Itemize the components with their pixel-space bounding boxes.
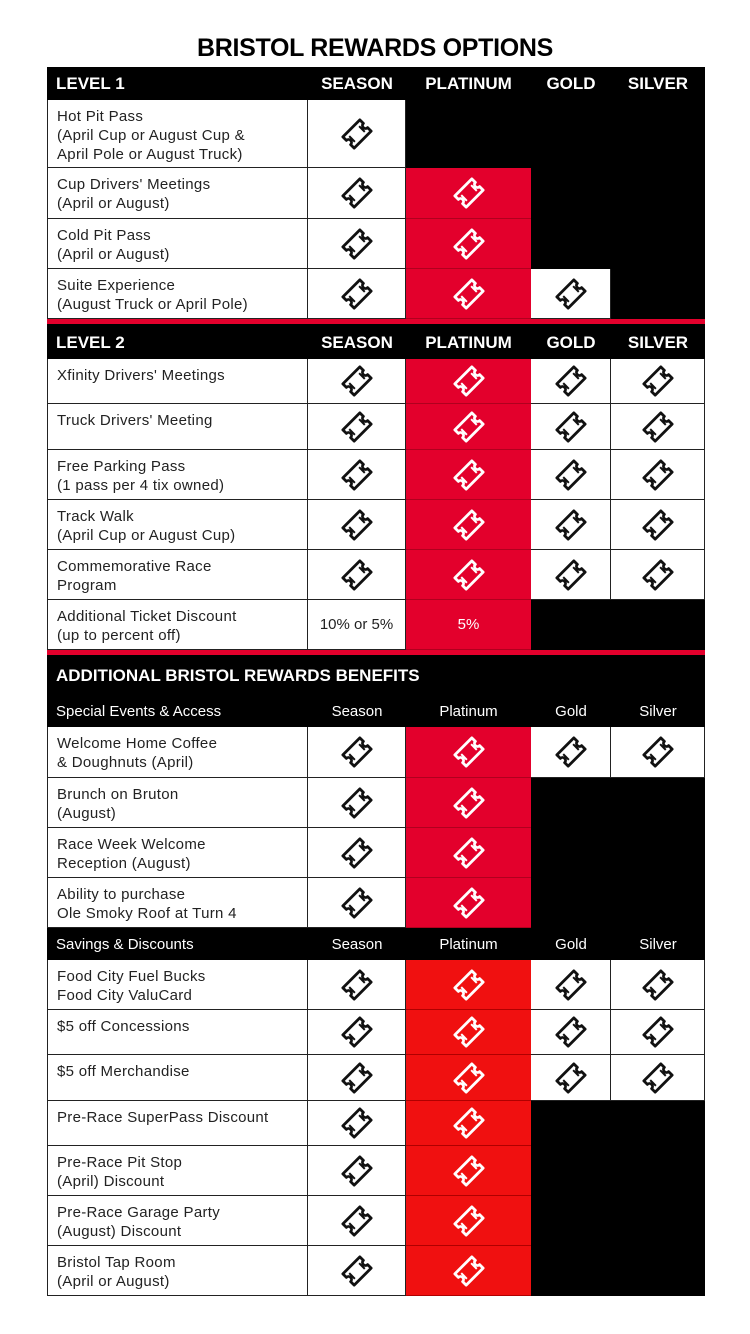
benefit-label	[47, 269, 308, 319]
ticket-icon	[640, 409, 676, 445]
cell-platinum	[406, 1196, 531, 1246]
benefit-label-text: Bristol Tap Room (April or August)	[57, 1254, 176, 1290]
header-silver: Silver	[639, 702, 677, 720]
ticket-icon	[339, 967, 375, 1003]
ticket-icon	[339, 785, 375, 821]
header-platinum: PLATINUM	[425, 73, 512, 93]
benefit-label	[47, 359, 308, 404]
red-divider-line	[47, 650, 705, 655]
ticket-icon	[553, 1060, 589, 1096]
ticket-icon	[339, 557, 375, 593]
ticket-icon	[339, 1153, 375, 1189]
cell-gold	[531, 878, 611, 928]
ticket-icon	[339, 276, 375, 312]
cell-gold	[531, 550, 611, 600]
benefit-label-text: Free Parking Pass (1 pass per 4 tix owned)	[57, 458, 225, 494]
cell-season	[308, 828, 406, 878]
header-season: SEASON	[321, 73, 393, 93]
cell-silver	[611, 1010, 705, 1055]
ticket-icon	[339, 507, 375, 543]
cell-platinum	[406, 960, 531, 1010]
ticket-icon	[553, 734, 589, 770]
benefit-label	[47, 828, 308, 878]
ticket-icon	[451, 835, 487, 871]
cell-platinum	[406, 1055, 531, 1101]
benefit-label-text: Ability to purchase Ole Smoky Roof at Turn 4	[57, 886, 237, 922]
cell-season	[308, 727, 406, 778]
cell-silver	[611, 359, 705, 404]
table-row	[47, 828, 705, 878]
cell-season	[308, 269, 406, 319]
cell-platinum	[406, 828, 531, 878]
benefit-label	[47, 1246, 308, 1296]
table-row	[47, 778, 705, 828]
cell-season	[308, 1010, 406, 1055]
benefit-label-text: Cup Drivers' Meetings (April or August)	[57, 176, 211, 212]
cell-season	[308, 550, 406, 600]
benefit-label	[47, 1101, 308, 1146]
cell-platinum	[406, 168, 531, 219]
ticket-icon	[339, 835, 375, 871]
cell-platinum	[406, 219, 531, 269]
table-row	[47, 168, 705, 219]
table-row	[47, 1146, 705, 1196]
cell-platinum	[406, 1010, 531, 1055]
benefit-label-text: Food City Fuel Bucks Food City ValuCard	[57, 968, 206, 1004]
cell-season	[308, 600, 406, 650]
cell-gold	[531, 219, 611, 269]
cell-silver	[611, 1146, 705, 1196]
benefits-banner	[47, 657, 705, 695]
ticket-icon	[451, 785, 487, 821]
ticket-icon	[553, 363, 589, 399]
table-row	[47, 1055, 705, 1101]
cell-platinum	[406, 1146, 531, 1196]
ticket-icon	[451, 363, 487, 399]
header-label: Savings & Discounts	[56, 935, 194, 953]
ticket-icon	[451, 1203, 487, 1239]
ticket-icon	[339, 1253, 375, 1289]
discount-value: 10% or 5%	[319, 616, 394, 633]
discount-value: 5%	[457, 616, 480, 633]
cell-gold	[531, 359, 611, 404]
benefit-label	[47, 778, 308, 828]
benefit-label	[47, 960, 308, 1010]
cell-gold	[531, 828, 611, 878]
table-row	[47, 550, 705, 600]
benefit-label-text: Hot Pit Pass (April Cup or August Cup & April Pole or August Truck)	[57, 108, 245, 163]
header-gold: Gold	[555, 935, 587, 953]
benefit-label	[47, 219, 308, 269]
cell-season	[308, 1055, 406, 1101]
cell-gold	[531, 600, 611, 650]
header-silver: SILVER	[627, 332, 689, 352]
cell-season	[308, 878, 406, 928]
cell-season	[308, 100, 406, 168]
cell-platinum	[406, 1101, 531, 1146]
header-platinum: PLATINUM	[425, 332, 512, 352]
cell-gold	[531, 404, 611, 450]
cell-platinum	[406, 727, 531, 778]
ticket-icon	[451, 885, 487, 921]
cell-silver	[611, 168, 705, 219]
benefit-label-text: Race Week Welcome Reception (August)	[57, 836, 206, 872]
cell-platinum	[406, 1246, 531, 1296]
ticket-icon	[451, 1253, 487, 1289]
group-header-row	[47, 928, 705, 960]
cell-silver	[611, 778, 705, 828]
ticket-icon	[451, 557, 487, 593]
cell-gold	[531, 100, 611, 168]
benefit-label	[47, 1055, 308, 1101]
cell-silver	[611, 960, 705, 1010]
cell-silver	[611, 404, 705, 450]
ticket-icon	[640, 1014, 676, 1050]
benefit-label	[47, 1196, 308, 1246]
ticket-icon	[451, 1153, 487, 1189]
rewards-table	[47, 67, 705, 1296]
ticket-icon	[339, 409, 375, 445]
benefit-label-text: Brunch on Bruton (August)	[57, 786, 179, 822]
cell-platinum	[406, 404, 531, 450]
table-row	[47, 727, 705, 778]
benefit-label	[47, 500, 308, 550]
cell-platinum	[406, 359, 531, 404]
ticket-icon	[451, 276, 487, 312]
cell-season	[308, 219, 406, 269]
benefit-label-text: Track Walk (April Cup or August Cup)	[57, 508, 236, 544]
cell-season	[308, 778, 406, 828]
cell-silver	[611, 1055, 705, 1101]
cell-season	[308, 1196, 406, 1246]
cell-gold	[531, 1146, 611, 1196]
section-divider	[47, 650, 705, 657]
cell-platinum	[406, 600, 531, 650]
group-header-row	[47, 695, 705, 727]
ticket-icon	[553, 457, 589, 493]
cell-silver	[611, 500, 705, 550]
table-row	[47, 500, 705, 550]
ticket-icon	[640, 967, 676, 1003]
benefit-label-text: Suite Experience (August Truck or April Pole)	[57, 277, 248, 313]
table-row	[47, 1010, 705, 1055]
section-divider	[47, 319, 705, 326]
table-row	[47, 219, 705, 269]
ticket-icon	[339, 116, 375, 152]
cell-gold	[531, 1196, 611, 1246]
header-platinum: Platinum	[439, 702, 498, 720]
header-season: Season	[331, 935, 383, 953]
benefit-label	[47, 878, 308, 928]
benefit-label-text: $5 off Concessions	[57, 1018, 190, 1035]
ticket-icon	[451, 967, 487, 1003]
ticket-icon	[339, 175, 375, 211]
ticket-icon	[451, 507, 487, 543]
cell-season	[308, 1246, 406, 1296]
header-season: Season	[331, 702, 383, 720]
ticket-icon	[451, 1105, 487, 1141]
cell-gold	[531, 168, 611, 219]
cell-gold	[531, 269, 611, 319]
benefits-banner-title: ADDITIONAL BRISTOL REWARDS BENEFITS	[56, 666, 420, 685]
cell-platinum	[406, 878, 531, 928]
ticket-icon	[451, 1060, 487, 1096]
cell-season	[308, 404, 406, 450]
cell-platinum	[406, 269, 531, 319]
ticket-icon	[339, 226, 375, 262]
table-row	[47, 359, 705, 404]
table-row	[47, 1101, 705, 1146]
table-row	[47, 100, 705, 168]
ticket-icon	[339, 885, 375, 921]
table-row	[47, 404, 705, 450]
cell-silver	[611, 100, 705, 168]
benefit-label-text: Welcome Home Coffee & Doughnuts (April)	[57, 735, 218, 771]
ticket-icon	[339, 363, 375, 399]
table-row	[47, 960, 705, 1010]
table-row	[47, 878, 705, 928]
cell-platinum	[406, 100, 531, 168]
table-row	[47, 1196, 705, 1246]
tier-header-row	[47, 326, 705, 359]
benefit-label	[47, 1010, 308, 1055]
ticket-icon	[451, 226, 487, 262]
cell-season	[308, 500, 406, 550]
table-row	[47, 269, 705, 319]
cell-silver	[611, 269, 705, 319]
cell-gold	[531, 960, 611, 1010]
benefit-label	[47, 1146, 308, 1196]
header-gold: GOLD	[546, 73, 596, 93]
header-label: LEVEL 2	[56, 332, 125, 352]
benefit-label	[47, 100, 308, 168]
cell-gold	[531, 1101, 611, 1146]
benefit-label-text: Truck Drivers' Meeting	[57, 412, 213, 429]
header-label: Special Events & Access	[56, 702, 222, 720]
red-divider-line	[47, 319, 705, 324]
ticket-icon	[640, 363, 676, 399]
cell-gold	[531, 1055, 611, 1101]
cell-gold	[531, 1246, 611, 1296]
ticket-icon	[640, 1060, 676, 1096]
header-platinum: Platinum	[439, 935, 498, 953]
ticket-icon	[339, 457, 375, 493]
cell-silver	[611, 450, 705, 500]
cell-silver	[611, 1246, 705, 1296]
benefit-label	[47, 450, 308, 500]
ticket-icon	[339, 734, 375, 770]
ticket-icon	[640, 734, 676, 770]
ticket-icon	[553, 507, 589, 543]
cell-season	[308, 1101, 406, 1146]
table-row	[47, 450, 705, 500]
ticket-icon	[553, 1014, 589, 1050]
ticket-icon	[451, 1014, 487, 1050]
cell-silver	[611, 219, 705, 269]
cell-platinum	[406, 550, 531, 600]
ticket-icon	[640, 557, 676, 593]
cell-season	[308, 359, 406, 404]
benefit-label-text: Commemorative Race Program	[57, 558, 212, 594]
header-label: LEVEL 1	[56, 73, 125, 93]
cell-season	[308, 450, 406, 500]
cell-gold	[531, 778, 611, 828]
ticket-icon	[553, 967, 589, 1003]
cell-gold	[531, 500, 611, 550]
cell-season	[308, 960, 406, 1010]
header-gold: Gold	[555, 702, 587, 720]
benefit-label	[47, 550, 308, 600]
cell-gold	[531, 1010, 611, 1055]
benefit-label-text: $5 off Merchandise	[57, 1063, 190, 1080]
table-row	[47, 600, 705, 650]
page-title: BRISTOL REWARDS OPTIONS	[196, 34, 554, 62]
benefit-label-text: Pre-Race Garage Party (August) Discount	[57, 1204, 221, 1240]
ticket-icon	[451, 457, 487, 493]
benefit-label	[47, 600, 308, 650]
benefit-label	[47, 404, 308, 450]
ticket-icon	[451, 734, 487, 770]
cell-gold	[531, 450, 611, 500]
ticket-icon	[553, 276, 589, 312]
cell-silver	[611, 828, 705, 878]
cell-silver	[611, 878, 705, 928]
cell-platinum	[406, 450, 531, 500]
tier-header-row	[47, 67, 705, 100]
benefit-label-text: Xfinity Drivers' Meetings	[57, 367, 225, 384]
table-row	[47, 1246, 705, 1296]
benefit-label-text: Cold Pit Pass (April or August)	[57, 227, 170, 263]
ticket-icon	[640, 507, 676, 543]
cell-silver	[611, 600, 705, 650]
header-season: SEASON	[321, 332, 393, 352]
ticket-icon	[451, 409, 487, 445]
ticket-icon	[339, 1060, 375, 1096]
benefit-label-text: Additional Ticket Discount (up to percent off)	[57, 608, 237, 644]
cell-season	[308, 168, 406, 219]
ticket-icon	[553, 557, 589, 593]
benefit-label-text: Pre-Race Pit Stop (April) Discount	[57, 1154, 183, 1190]
ticket-icon	[339, 1203, 375, 1239]
ticket-icon	[553, 409, 589, 445]
ticket-icon	[640, 457, 676, 493]
cell-silver	[611, 1101, 705, 1146]
ticket-icon	[451, 175, 487, 211]
cell-platinum	[406, 500, 531, 550]
cell-season	[308, 1146, 406, 1196]
cell-platinum	[406, 778, 531, 828]
cell-silver	[611, 1196, 705, 1246]
benefit-label-text: Pre-Race SuperPass Discount	[57, 1109, 269, 1126]
ticket-icon	[339, 1105, 375, 1141]
benefit-label	[47, 727, 308, 778]
benefit-label	[47, 168, 308, 219]
header-silver: Silver	[639, 935, 677, 953]
cell-silver	[611, 550, 705, 600]
ticket-icon	[339, 1014, 375, 1050]
cell-gold	[531, 727, 611, 778]
header-gold: GOLD	[546, 332, 596, 352]
header-silver: SILVER	[627, 73, 689, 93]
cell-silver	[611, 727, 705, 778]
